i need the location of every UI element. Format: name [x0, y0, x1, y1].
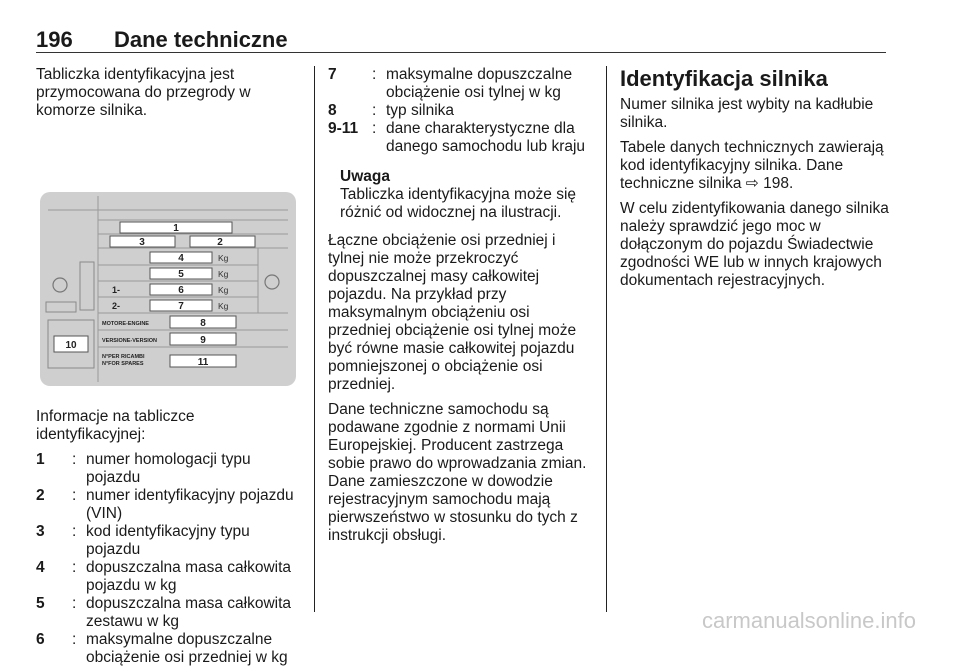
- plate-field-3: 3: [139, 237, 145, 248]
- list-item: 4 : dopuszczalna masa całkowita pojazdu w kg: [36, 559, 292, 594]
- plate-field-2: 2: [217, 237, 223, 248]
- section-heading: Identyfikacja silnika: [620, 66, 828, 91]
- info-heading: Informacje na tabliczce identyfikacyjnej:: [36, 408, 195, 443]
- plate-legend-list-continued: [328, 66, 594, 156]
- plate-label-engine: MOTORE-ENGINE: [102, 321, 149, 327]
- plate-legend-list: [36, 451, 300, 667]
- plate-label-axle-1: 1-: [112, 285, 121, 295]
- plate-field-8: 8: [200, 318, 206, 329]
- list-item: 8 : typ silnika: [328, 102, 455, 119]
- plate-field-9: 9: [200, 335, 206, 346]
- watermark: carmanualsonline.info: [701, 608, 916, 633]
- engine-number-paragraph: Numer silnika jest wybity na kadłubie silnika.: [620, 96, 874, 131]
- plate-label-version: VERSIONE-VERSION: [102, 338, 158, 344]
- column-left: [36, 66, 300, 667]
- plate-field-7: 7: [178, 301, 184, 312]
- plate-label-spares-en: N°FOR SPARES: [102, 361, 144, 367]
- plate-kg-label: Kg: [218, 301, 229, 311]
- note-text: Tabliczka identyfikacyjna może się różnić od widocznej na ilustracji.: [340, 186, 577, 221]
- page-number: 196: [36, 27, 73, 52]
- intro-paragraph: Tabliczka identyfikacyjna jest przymocowana do przegrody w komorze silnika.: [36, 66, 251, 119]
- plate-field-11: 11: [197, 357, 209, 368]
- column-divider-1: [314, 66, 315, 612]
- note-box: [328, 168, 594, 222]
- list-item: 6 : maksymalne dopuszczalne obciążenie osi przedniej w kg: [36, 631, 288, 666]
- plate-kg-label: Kg: [218, 285, 229, 295]
- technical-data-paragraph: Dane techniczne samochodu są podawane zgodnie z normami Unii Europejskiej. Producent zastrzega sobie prawo do wprowadzania zmian. Dane zamieszczone w dowodzie rejestracyjnym samochodu mają pierwszeństwo w stosunku do tych z instrukcji obsługi.: [328, 401, 587, 544]
- list-item: 9-11 : dane charakterystyczne dla danego samochodu lub kraju: [328, 120, 586, 155]
- plate-label-spares-it: N°PER RICAMBI: [102, 354, 145, 360]
- column-right: [620, 66, 892, 297]
- axle-load-paragraph: Łączne obciążenie osi przedniej i tylnej nie może przekroczyć dopuszczalnej masy całkowitej pojazdu. Na przykład przy maksymalnym obciążeniu osi przedniej obciążenie osi tylnej może być równe masie całkowitej pojazdu pomniejszonej o obciążenie osi przedniej.: [328, 232, 577, 393]
- plate-field-4: 4: [178, 253, 184, 264]
- identification-plate-illustration: [40, 192, 296, 386]
- list-item: 1 : numer homologacji typu pojazdu: [36, 451, 251, 486]
- list-item: 7 : maksymalne dopuszczalne obciążenie osi tylnej w kg: [328, 66, 573, 101]
- plate-field-5: 5: [178, 269, 184, 280]
- column-divider-2: [606, 66, 607, 612]
- engine-code-paragraph: Tabele danych technicznych zawierają kod identyfikacyjny silnika. Dane techniczne silnika ⇨ 198.: [620, 139, 884, 192]
- engine-power-paragraph: W celu zidentyfikowania danego silnika należy sprawdzić jego moc w dołączonym do pojazdu Świadectwie zgodności WE lub w innych krajowych dokumentach rejestracyjnych.: [620, 200, 889, 289]
- page-header: [36, 26, 886, 53]
- column-middle: [328, 66, 594, 552]
- plate-kg-label: Kg: [218, 253, 229, 263]
- page-title: Dane techniczne: [114, 27, 288, 52]
- plate-kg-label: Kg: [218, 269, 229, 279]
- list-item: 5 : dopuszczalna masa całkowita zestawu w kg: [36, 595, 292, 630]
- list-item: 3 : kod identyfikacyjny typu pojazdu: [36, 523, 250, 558]
- plate-label-axle-2: 2-: [112, 301, 121, 311]
- list-item: 2 : numer identyfikacyjny pojazdu (VIN): [36, 487, 294, 522]
- plate-field-1: 1: [173, 223, 179, 234]
- plate-field-6: 6: [178, 285, 184, 296]
- note-title: Uwaga: [340, 168, 390, 185]
- plate-field-10: 10: [65, 340, 77, 351]
